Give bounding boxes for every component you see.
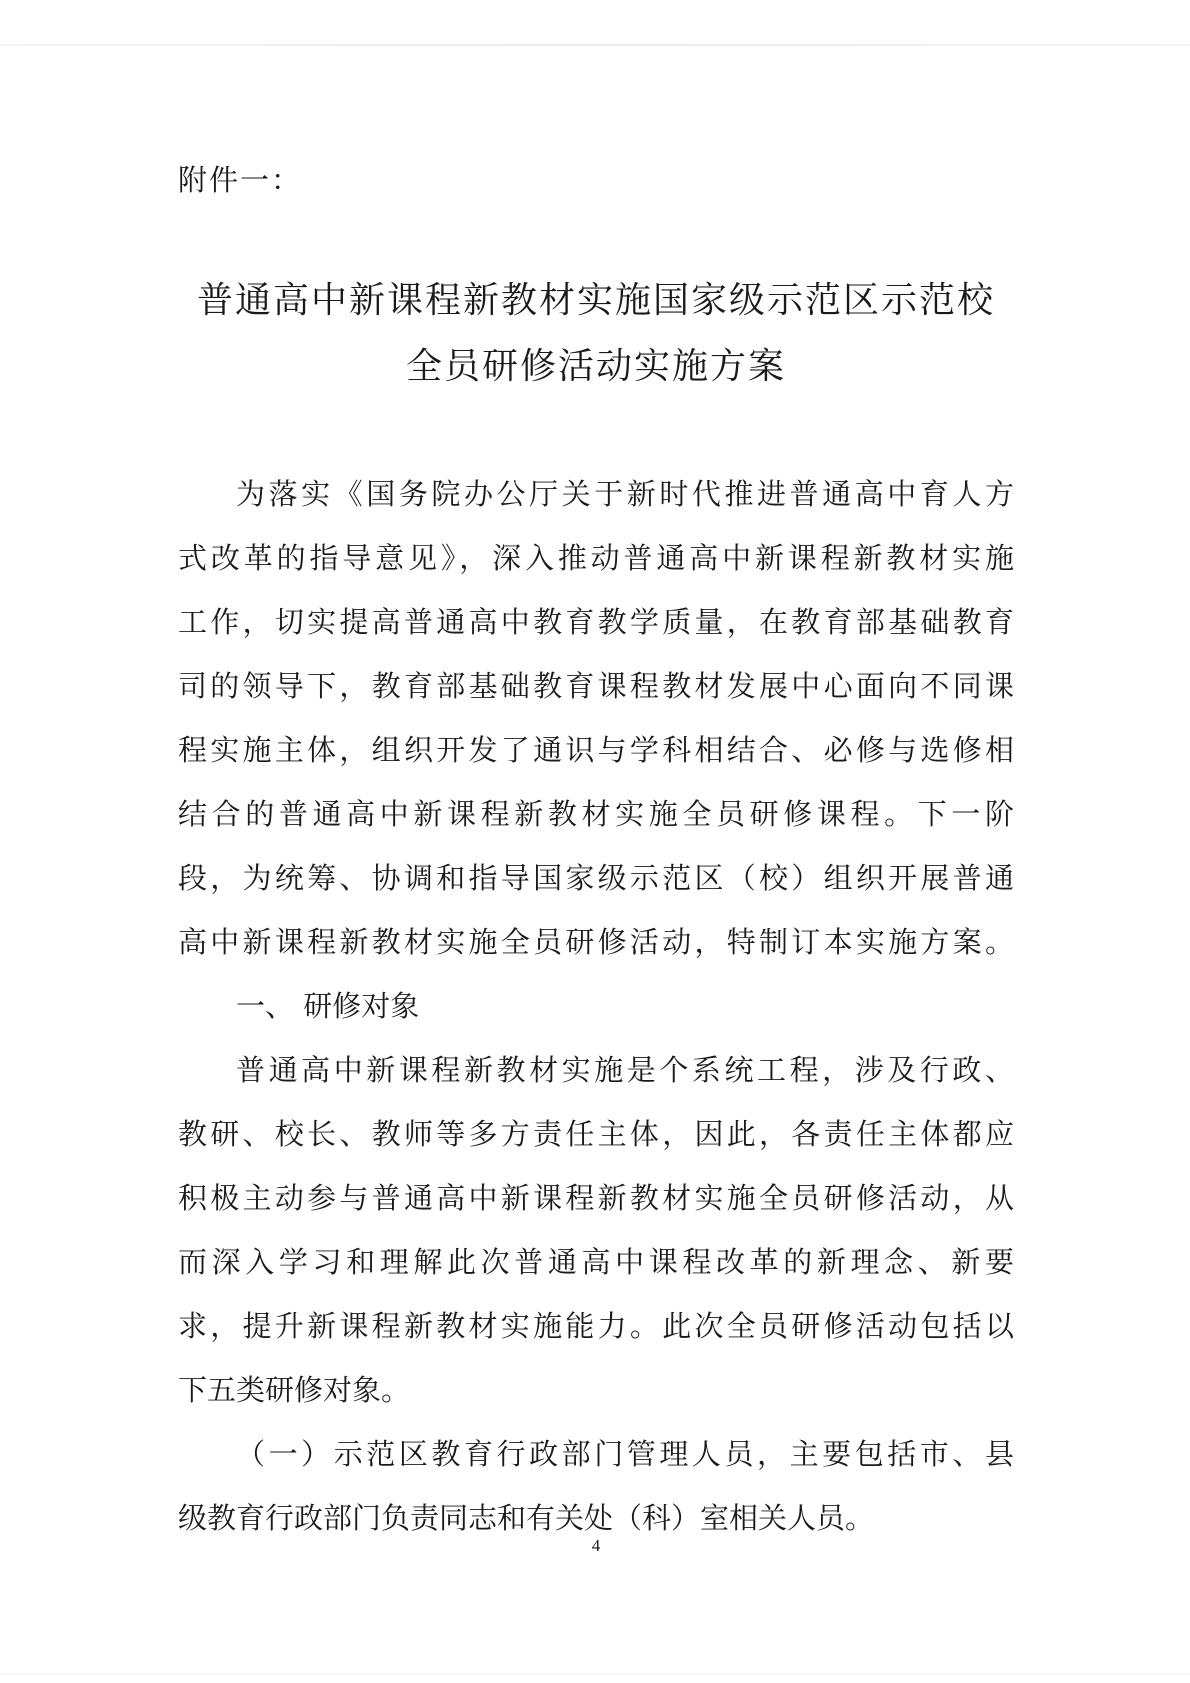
paragraph-line: 结合的普通高中新课程新教材实施全员研修课程。下一阶 — [178, 797, 1014, 831]
paragraph-line: 司的领导下，教育部基础教育课程教材发展中心面向不同课 — [178, 669, 1014, 703]
paragraph-line: 教研、校长、教师等多方责任主体，因此，各责任主体都应 — [178, 1117, 1014, 1151]
body-text — [178, 462, 1014, 1550]
paragraph-line: 高中新课程新教材实施全员研修活动，特制订本实施方案。 — [178, 925, 1014, 959]
paragraph-line: 式改革的指导意见》，深入推动普通高中新课程新教材实施 — [178, 541, 1014, 575]
page-number: 4 — [591, 1536, 601, 1555]
paragraph-line: 而深入学习和理解此次普通高中课程改革的新理念、新要 — [178, 1245, 1014, 1279]
document-page — [178, 0, 1014, 1683]
paragraph-line: 求，提升新课程新教材实施能力。此次全员研修活动包括以 — [178, 1309, 1014, 1343]
attachment-label: 附件一： — [178, 163, 303, 197]
document-title — [178, 268, 1014, 400]
section-heading: 一、 研修对象 — [236, 989, 420, 1023]
paragraph-line: 普通高中新课程新教材实施是个系统工程，涉及行政、 — [236, 1053, 1014, 1087]
title-line-2: 全员研修活动实施方案 — [405, 346, 786, 387]
paragraph-line: 级教育行政部门负责同志和有关处（科）室相关人员。 — [178, 1501, 875, 1535]
title-line-1: 普通高中新课程新教材实施国家级示范区示范校 — [196, 280, 995, 321]
paragraph-line: （一）示范区教育行政部门管理人员，主要包括市、县 — [236, 1437, 1014, 1471]
paragraph-line: 程实施主体，组织开发了通识与学科相结合、必修与选修相 — [178, 733, 1014, 767]
paragraph-line: 下五类研修对象。 — [178, 1373, 411, 1407]
paragraph-line: 积极主动参与普通高中新课程新教材实施全员研修活动，从 — [178, 1181, 1014, 1215]
paragraph-line: 段，为统筹、协调和指导国家级示范区（校）组织开展普通 — [178, 861, 1014, 895]
paragraph-line: 为落实《国务院办公厅关于新时代推进普通高中育人方 — [236, 477, 1014, 511]
paragraph-line: 工作，切实提高普通高中教育教学质量，在教育部基础教育 — [178, 605, 1014, 639]
